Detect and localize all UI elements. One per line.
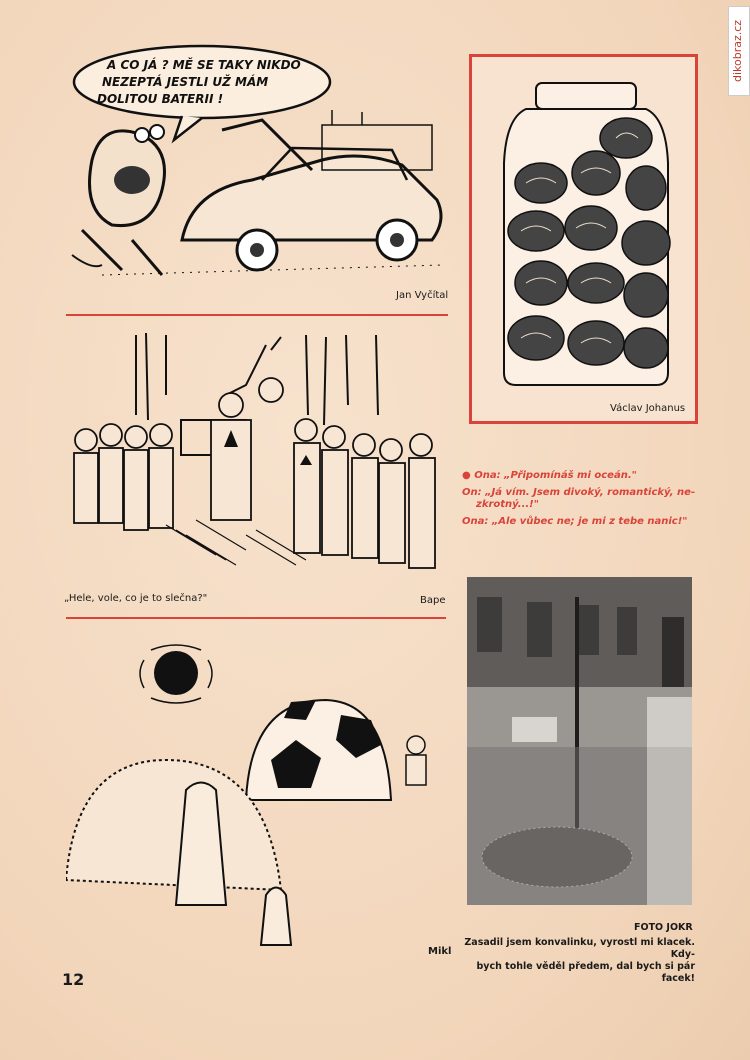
jar-cartoon-frame [469,54,698,424]
cartoon1-author: Jan Vyčítal [396,290,449,301]
cartoon2-author: Bape [420,595,446,606]
speech-line-1: A CO JÁ ? MĚ SE TAKY NIKDO [107,58,301,72]
cartoon-car-illustration [62,40,457,290]
joke-line-4: Ona: „Ale vůbec ne; je mi z tebe nanic!" [462,516,688,527]
cartoon3-author: Mikl [428,946,452,957]
joke-line-2: On: „Já vím. Jsem divoký, romantický, ne- [462,487,696,498]
divider-rule [66,314,448,316]
photo-caption [460,937,695,985]
divider-rule [66,617,446,619]
photo-caption-line-1: Zasadil jsem konvalinku, vyrostl mi klacek. Kdy- [464,937,695,960]
watermark-badge[interactable] [728,6,750,96]
speech-line-3: DOLITOU BATERII ! [97,92,224,106]
cartoon2-caption: „Hele, vole, co je to slečna?" [64,593,208,604]
jar-of-brains-illustration [486,73,682,393]
photo-credit: FOTO JOKR [634,922,693,933]
cartoon-igloo-illustration [66,640,451,950]
photo-caption-line-2: bych tohle věděl předem, dal bych si pár facek! [476,961,695,984]
street-tree-photo [467,577,692,905]
page-number: 12 [62,970,85,989]
cartoon-lineup-illustration [66,325,451,590]
jar-cartoon-author: Václav Johanus [610,403,686,414]
watermark-text: dikobraz.cz [731,19,744,83]
joke-line-3: zkrotný...!" [476,499,539,510]
speech-line-2: NEZEPTÁ JESTLI UŽ MÁM [102,75,269,89]
joke-line-1: ● Ona: „Připomínáš mi oceán." [462,470,637,481]
